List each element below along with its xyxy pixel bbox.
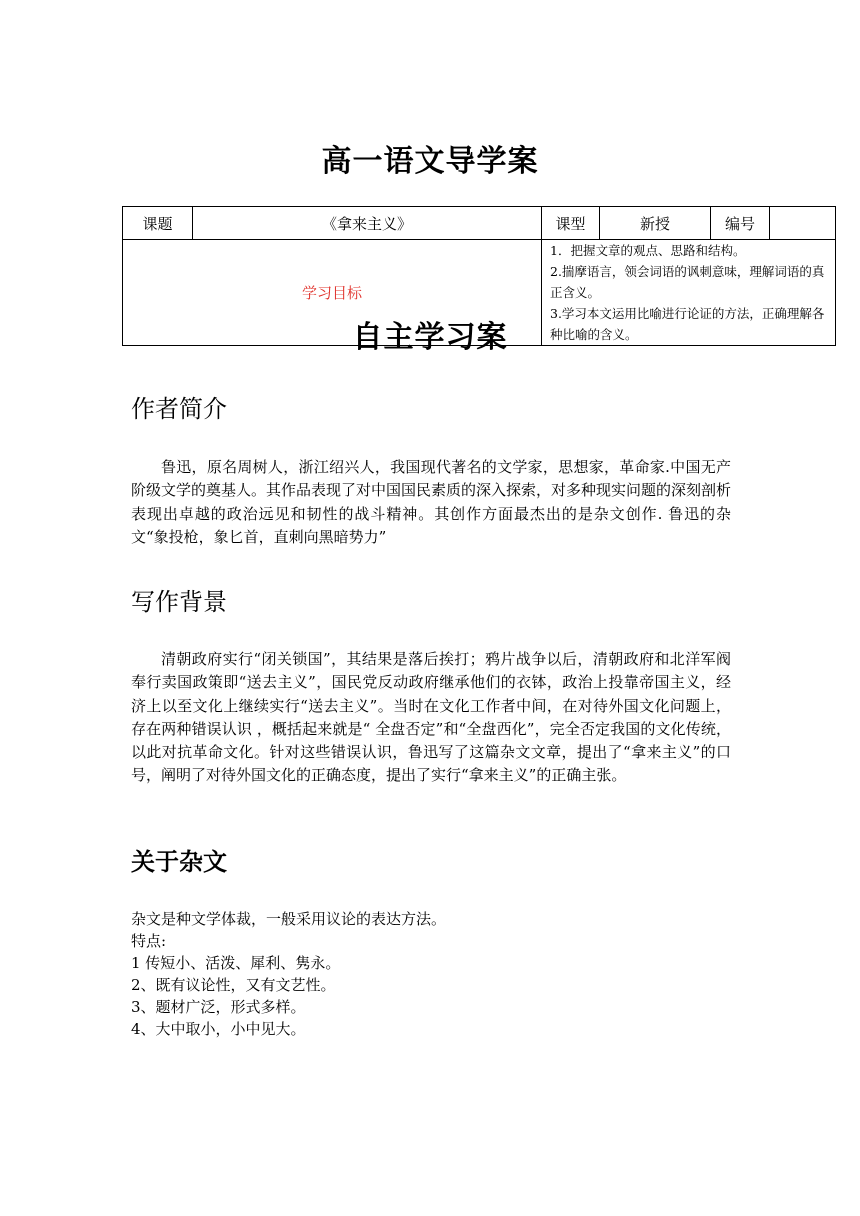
background-paragraph: 清朝政府实行“闭关锁国”，其结果是落后挨打；鸦片战争以后，清朝政府和北洋军阀奉行卖国政策即“送去主义”，国民党反动政府继承他们的衣钵，政治上投靠帝国主义，经济上以至文化上继续实行“送去主义”。当时在文化工作者中间，在对待外国文化问题上，存在两种错误认识 ，概括起来就是“ 全盘否定”和“全盘西化”，完全否定我国的文化传统，以此对抗革命文化。针对这些错误认识，鲁迅写了这篇杂文文章，提出了“拿来主义”的口号，阐明了对待外国文化的正确态度，提出了实行“拿来主义”的正确主张。 bbox=[131, 650, 731, 785]
goal-item: 3.学习本文运用比喻进行论证的方法，正确理解各种比喻的含义。 bbox=[550, 306, 825, 342]
goal-item: 1．把握文章的观点、思路和结构。 bbox=[550, 243, 746, 258]
zawen-content bbox=[131, 908, 731, 1040]
table-row bbox=[123, 207, 836, 240]
zawen-line: 3、题材广泛，形式多样。 bbox=[131, 998, 306, 1016]
type-label: 课型 bbox=[542, 207, 600, 240]
author-heading: 作者简介 bbox=[131, 395, 227, 423]
type-value: 新授 bbox=[600, 207, 711, 240]
topic-value: 《拿来主义》 bbox=[193, 207, 542, 240]
zawen-line: 杂文是种文学体裁，一般采用议论的表达方法。 bbox=[131, 910, 447, 928]
zawen-line: 特点: bbox=[131, 932, 167, 950]
zawen-line: 1 传短小、活泼、犀利、隽永。 bbox=[131, 954, 341, 972]
page-title: 高一语文导学案 bbox=[321, 144, 539, 179]
author-paragraph: 鲁迅，原名周树人，浙江绍兴人，我国现代著名的文学家，思想家，革命家.中国无产阶级文学的奠基人。其作品表现了对中国国民素质的深入探索，对多种现实问题的深刻剖析表现出卓越的政治远见和韧性的战斗精神。其创作方面最杰出的是杂文创作. 鲁迅的杂文“象投枪，象匕首，直刺向黑暗势力” bbox=[131, 458, 732, 546]
topic-label: 课题 bbox=[123, 207, 193, 240]
section-title: 自主学习案 bbox=[352, 320, 508, 355]
learning-goals-label: 学习目标 bbox=[123, 240, 542, 346]
number-label: 编号 bbox=[711, 207, 770, 240]
goal-item: 2.揣摩语言，领会词语的讽刺意味，理解词语的真正含义。 bbox=[550, 264, 825, 300]
background-heading: 写作背景 bbox=[131, 588, 227, 616]
zawen-heading: 关于杂文 bbox=[131, 848, 227, 876]
zawen-line: 4、大中取小，小中见大。 bbox=[131, 1020, 306, 1038]
number-value bbox=[770, 207, 836, 240]
zawen-line: 2、既有议论性，又有文艺性。 bbox=[131, 976, 336, 994]
